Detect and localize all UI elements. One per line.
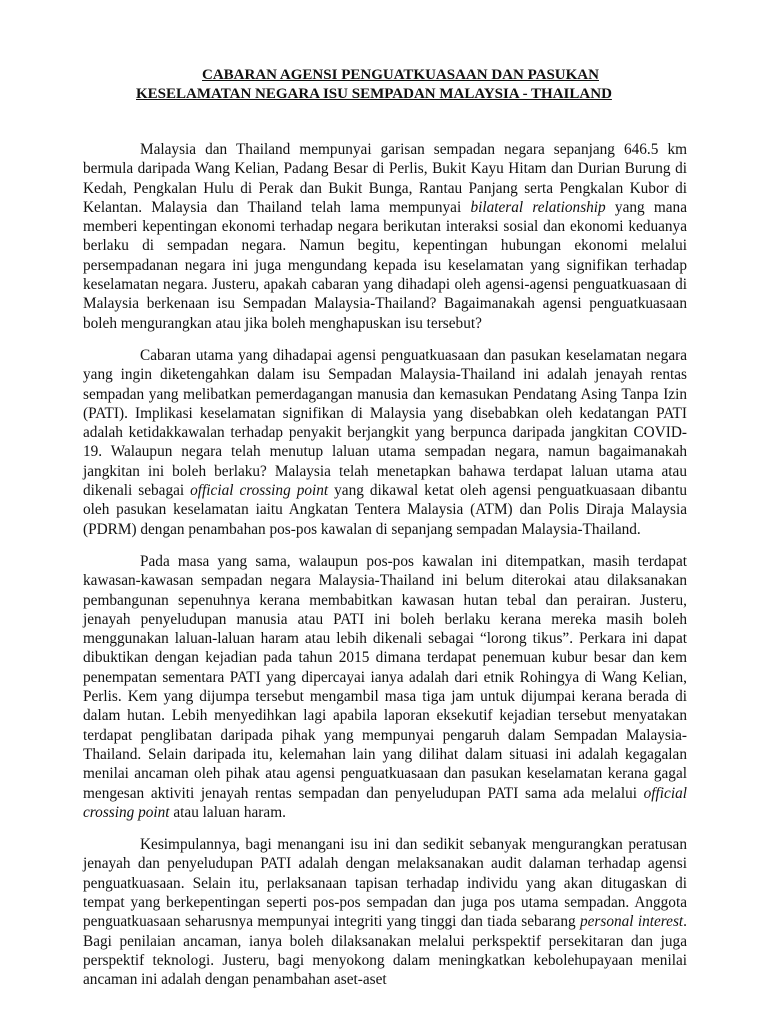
paragraph-1	[83, 140, 687, 333]
italic-term: official crossing point	[190, 482, 329, 500]
paragraph-4	[83, 835, 687, 989]
paragraph-text: yang mana memberi kepentingan ekonomi terhadap negara berikutan interaksi sosial dan ekonomi keduanya berlaku di sempadan negara. Namun begitu, kepentingan hubungan ekonomi melalui persempadanan negara ini juga mengundang kepada isu keselamatan yang signifikan terhadap keselamatan negara. Justeru, apakah cabaran yang dihadapi oleh agensi-agensi penguatkuasaan di Malaysia berkenaan isu Sempadan Malaysia-Thailand? Bagaimanakah agensi penguatkuasaan boleh mengurangkan atau jika boleh menghapuskan isu tersebut?	[83, 198, 687, 332]
paragraph-text: Malaysia dan Thailand mempunyai garisan sempadan negara sepanjang 646.5 km bermula daripada Wang Kelian, Padang Besar di Perlis, Bukit Kayu Hitam dan Durian Burung di Kedah, Pengkalan Hulu di Perak dan Bukit Bunga, Rantau Panjang serta Pengkalan Kubor di Kelantan. Malaysia dan Thailand telah lama mempunyai	[83, 141, 687, 216]
paragraph-text: Pada masa yang sama, walaupun pos-pos kawalan ini ditempatkan, masih terdapat kawasan-kawasan sempadan negara Malaysia-Thailand ini belum diterokai atau dilaksanakan pembangunan sepenuhnya kerana membabitkan kawasan hutan tebal dan perairan. Justeru, jenayah penyeludupan manusia atau PATI ini boleh berlaku kerana mereka masih boleh menggunakan laluan-laluan haram atau lebih dikenali sebagai “lorong tikus”. Perkara ini dapat dibuktikan dengan kejadian pada tahun 2015 dimana terdapat penemuan kubur besar dan kem penempatan sementara PATI yang dipercayai ianya adalah dari etnik Rohingya di Wang Kelian, Perlis. Kem yang dijumpa tersebut mengambil masa tiga jam untuk dijumpai kerana berada di dalam hutan. Lebih menyedihkan lagi apabila laporan eksekutif kejadian tersebut menyatakan terdapat penglibatan daripada pihak yang mempunyai pengaruh dalam Sempadan Malaysia-Thailand. Selain daripada itu, kelemahan lain yang dilihat dalam situasi ini adalah kegagalan menilai ancaman oleh pihak atau agensi penguatkuasaan dan pasukan keselamatan kerana gagal mengesan aktiviti jenayah rentas sempadan dan penyeludupan PATI sama ada melalui	[83, 552, 687, 802]
title-line-1: CABARAN AGENSI PENGUATKUASAAN DAN PASUKAN	[202, 67, 599, 83]
paragraph-text: yang dikawal ketat oleh agensi penguatkuasaan dibantu oleh pasukan keselamatan iaitu Angkatan Tentera Malaysia (ATM) dan Polis Diraja Malaysia (PDRM) dengan penambahan pos-pos kawalan di sepanjang sempadan Malaysia-Thailand.	[83, 482, 687, 538]
paragraph-3	[83, 552, 687, 822]
italic-term: official crossing point	[83, 784, 687, 821]
title-line-2: KESELAMATAN NEGARA ISU SEMPADAN MALAYSIA - THAILAND	[136, 86, 612, 102]
italic-term: personal interest	[579, 913, 684, 931]
paragraph-2	[83, 346, 687, 539]
paragraph-text: Cabaran utama yang dihadapai agensi penguatkuasaan dan pasukan keselamatan negara yang ingin diketengahkan dalam isu Sempadan Malaysia-Thailand ini adalah jenayah rentas sempadan yang melibatkan pemerdagangan manusia dan kemasukan Pendatang Asing Tanpa Izin (PATI). Implikasi keselamatan signifikan di Malaysia yang disebabkan oleh kedatangan PATI adalah ketidakkawalan terhadap penyakit berjangkit yang berpunca daripada jangkitan COVID-19. Walaupun negara telah menutup laluan utama sempadan negara, namun bagaimanakah jangkitan ini boleh berlaku? Malaysia telah menetapkan bahawa terdapat laluan utama atau dikenali sebagai	[83, 346, 687, 500]
document-body	[83, 140, 687, 989]
paragraph-text: Kesimpulannya, bagi menangani isu ini dan sedikit sebanyak mengurangkan peratusan jenayah dan penyeludupan PATI adalah dengan melaksanakan audit dalaman terhadap agensi penguatkuasaan. Selain itu, perlaksanaan tapisan terhadap individu yang akan ditugaskan di tempat yang berkepentingan seperti pos-pos sempadan dan juga pos utama sempadan. Anggota penguatkuasaan seharusnya mempunyai integriti yang tinggi dan tiada sebarang	[83, 836, 687, 931]
italic-term: bilateral relationship	[470, 198, 606, 216]
paragraph-text: atau laluan haram.	[169, 803, 286, 821]
paragraph-text: . Bagi penilaian ancaman, ianya boleh dilaksanakan melalui perkspektif persekitaran dan juga perspektif teknologi. Justeru, bagi menyokong dalam meningkatkan kebolehupayaan menilai ancaman ini adalah dengan penambahan aset-aset	[83, 913, 687, 989]
